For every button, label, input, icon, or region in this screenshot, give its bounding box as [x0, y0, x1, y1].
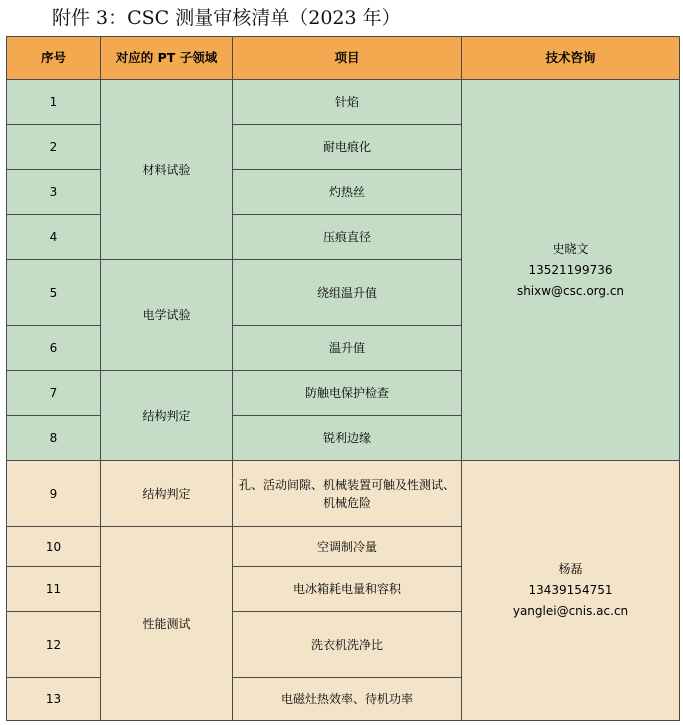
item-cell: 洗衣机洗净比 [233, 612, 462, 678]
item-cell: 绕组温升值 [233, 260, 462, 326]
page-title: 附件 3：CSC 测量审核清单（2023 年） [52, 7, 401, 29]
pt-subdomain-cell: 结构判定 [101, 371, 233, 461]
row-number: 4 [7, 215, 101, 260]
item-cell: 防触电保护检查 [233, 371, 462, 416]
audit-checklist-table [6, 36, 680, 721]
row-number: 3 [7, 170, 101, 215]
row-number: 7 [7, 371, 101, 416]
row-number: 10 [7, 527, 101, 567]
row-number: 6 [7, 326, 101, 371]
item-cell: 温升值 [233, 326, 462, 371]
row-number: 5 [7, 260, 101, 326]
row-number: 12 [7, 612, 101, 678]
row-number: 11 [7, 567, 101, 612]
header-serial-no: 序号 [7, 37, 101, 80]
item-cell: 压痕直径 [233, 215, 462, 260]
pt-subdomain-cell: 材料试验 [101, 80, 233, 260]
item-cell: 空调制冷量 [233, 527, 462, 567]
item-cell: 针焰 [233, 80, 462, 125]
item-cell: 灼热丝 [233, 170, 462, 215]
contact-email: shixw@csc.org.cn [516, 283, 625, 298]
item-cell: 耐电痕化 [233, 125, 462, 170]
contact-name: 史晓文 [552, 241, 589, 256]
pt-subdomain-cell: 性能测试 [101, 527, 233, 721]
item-cell: 电磁灶热效率、待机功率 [233, 678, 462, 721]
contact-phone: 13439154751 [528, 583, 613, 597]
contact-email: yanglei@cnis.ac.cn [512, 604, 629, 618]
item-cell: 锐利边缘 [233, 416, 462, 461]
contact-cell [462, 461, 680, 721]
row-number: 1 [7, 80, 101, 125]
item-cell: 孔、活动间隙、机械装置可触及性测试、机械危险 [233, 461, 462, 527]
table-row [7, 461, 680, 527]
pt-subdomain-cell: 结构判定 [101, 461, 233, 527]
table-row [7, 80, 680, 125]
header-row [7, 37, 680, 80]
header-pt-subdomain: 对应的 PT 子领域 [101, 37, 233, 80]
row-number: 9 [7, 461, 101, 527]
row-number: 8 [7, 416, 101, 461]
contact-name: 杨磊 [558, 562, 583, 576]
item-cell: 电冰箱耗电量和容积 [233, 567, 462, 612]
contact-phone: 13521199736 [528, 262, 613, 277]
row-number: 13 [7, 678, 101, 721]
header-item: 项目 [233, 37, 462, 80]
row-number: 2 [7, 125, 101, 170]
pt-subdomain-cell: 电学试验 [101, 260, 233, 371]
header-technical-contact: 技术咨询 [462, 37, 680, 80]
contact-cell [462, 80, 680, 461]
